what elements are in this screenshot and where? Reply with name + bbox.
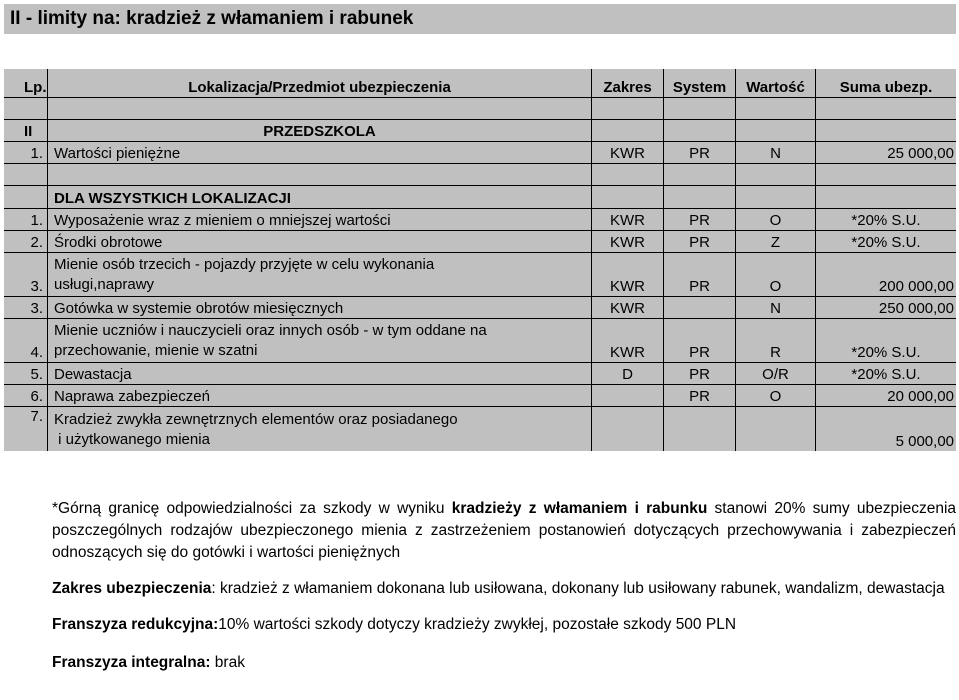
row-system: PR — [664, 231, 736, 252]
note-label: Franszyza integralna: — [52, 654, 211, 671]
row-suma: 250 000,00 — [878, 300, 954, 317]
note-label: Franszyza redukcyjna: — [52, 616, 219, 633]
row-suma: *20% S.U. — [851, 366, 921, 383]
row-desc-line: Mienie uczniów i nauczycieli oraz innych osób - w tym oddane na — [54, 322, 487, 339]
row-zakres: KWR — [592, 231, 664, 252]
cell — [48, 98, 592, 119]
table-row — [4, 231, 956, 253]
table-row — [4, 407, 956, 451]
row-lp: 1. — [4, 142, 48, 163]
cell — [816, 186, 956, 208]
table-row — [4, 209, 956, 231]
note-text: : kradzież z włamaniem dokonana lub usiłowana, dokonany lub usiłowany rabunek, wandalizm, dewastacja — [211, 580, 945, 597]
cell — [736, 98, 816, 119]
section-row — [4, 186, 956, 209]
row-zakres — [592, 407, 664, 451]
table-row — [4, 253, 956, 297]
cell — [592, 98, 664, 119]
row-desc: Dewastacja — [48, 363, 592, 384]
note-text: brak — [210, 654, 245, 671]
row-lp: 2. — [4, 231, 48, 252]
sheet-title: II - limity na: kradzież z włamaniem i rabunek — [4, 4, 956, 34]
row-wartosc: O — [736, 385, 816, 406]
row-lp: 5. — [4, 363, 48, 384]
table-row — [4, 363, 956, 385]
empty-row — [4, 164, 956, 186]
row-desc: Naprawa zabezpieczeń — [48, 385, 592, 406]
cell — [664, 164, 736, 185]
cell — [592, 186, 664, 208]
row-suma: 200 000,00 — [878, 278, 954, 295]
row-wartosc: R — [736, 319, 816, 362]
cell — [736, 164, 816, 185]
cell — [816, 164, 956, 185]
cell — [664, 120, 736, 141]
row-suma: *20% S.U. — [851, 212, 921, 229]
table-row — [4, 297, 956, 319]
row-zakres: KWR — [592, 142, 664, 163]
row-suma: *20% S.U. — [851, 344, 921, 361]
row-lp: 4. — [4, 319, 48, 362]
cell — [4, 164, 48, 185]
table-row — [4, 385, 956, 407]
note-text: *Górną granicę odpowiedzialności za szkody w wyniku — [52, 500, 452, 517]
note-text: stanowi 20% sumy ubezpieczenia poszczególnych rodzajów ubezpieczonego mienia z zastrzeżeniem postanowień dotyczących przechowywania i zabezpieczeń odnoszących się do gotówki i wartości pieniężnych — [52, 500, 957, 561]
limits-table — [4, 69, 956, 451]
row-lp: 1. — [4, 209, 48, 230]
cell — [48, 164, 592, 185]
notes-section — [52, 498, 956, 674]
section-title: DLA WSZYSTKICH LOKALIZACJI — [48, 186, 592, 208]
cell — [816, 120, 956, 141]
row-system: PR — [664, 142, 736, 163]
row-desc — [48, 319, 592, 362]
header-wartosc: Wartość — [736, 69, 816, 97]
cell — [736, 120, 816, 141]
note-text: 10% wartości szkody dotyczy kradzieży zwykłej, pozostałe szkody 500 PLN — [218, 616, 737, 633]
cell — [4, 186, 48, 208]
row-desc — [48, 407, 592, 451]
section-title: PRZEDSZKOLA — [48, 120, 592, 141]
row-desc: Wartości pieniężne — [48, 142, 592, 163]
row-zakres: KWR — [592, 209, 664, 230]
note-bold: kradzieży z włamaniem i rabunku — [451, 500, 708, 517]
header-desc: Lokalizacja/Przedmiot ubezpieczenia — [48, 69, 592, 97]
cell — [592, 164, 664, 185]
row-lp: 6. — [4, 385, 48, 406]
row-wartosc: Z — [736, 231, 816, 252]
row-zakres: KWR — [592, 319, 664, 362]
header-zakres: Zakres — [592, 69, 664, 97]
row-desc: Środki obrotowe — [48, 231, 592, 252]
header-suma: Suma ubezp. — [839, 79, 933, 96]
row-desc-line: Kradzież zwykła zewnętrznych elementów oraz posiadanego — [54, 411, 458, 428]
header-system: System — [664, 69, 736, 97]
row-wartosc — [736, 407, 816, 451]
row-wartosc: O — [736, 253, 816, 296]
row-wartosc: O — [736, 209, 816, 230]
row-system — [664, 407, 736, 451]
row-system — [664, 297, 736, 318]
row-desc-line: przechowanie, mienie w szatni — [54, 342, 258, 359]
cell — [4, 98, 48, 119]
row-desc-line: usługi,naprawy — [54, 276, 155, 293]
row-system: PR — [664, 253, 736, 296]
row-system: PR — [664, 319, 736, 362]
table-header-row — [4, 69, 956, 98]
row-lp: 3. — [4, 297, 48, 318]
row-suma: 5 000,00 — [895, 433, 954, 450]
table-row — [4, 142, 956, 164]
empty-row — [4, 98, 956, 120]
row-lp: 3. — [4, 253, 48, 296]
row-system: PR — [664, 363, 736, 384]
row-zakres: D — [592, 363, 664, 384]
note-liability-limit — [52, 498, 956, 564]
row-desc: Wyposażenie wraz z mieniem o mniejszej wartości — [48, 209, 592, 230]
note-label: Zakres ubezpieczenia — [52, 580, 212, 597]
row-wartosc: O/R — [736, 363, 816, 384]
note-franchise — [52, 652, 956, 674]
row-lp: 7. — [4, 407, 48, 451]
row-desc — [48, 253, 592, 296]
row-system: PR — [664, 209, 736, 230]
cell — [664, 98, 736, 119]
row-suma: *20% S.U. — [851, 234, 921, 251]
row-zakres: KWR — [592, 297, 664, 318]
row-system: PR — [664, 385, 736, 406]
section-lp: II — [4, 120, 48, 141]
row-zakres: KWR — [592, 253, 664, 296]
cell — [736, 186, 816, 208]
row-desc: Gotówka w systemie obrotów miesięcznych — [48, 297, 592, 318]
note-deductible — [52, 614, 956, 636]
cell — [592, 120, 664, 141]
table-row — [4, 319, 956, 363]
section-row — [4, 120, 956, 142]
cell — [816, 98, 956, 119]
row-suma: 25 000,00 — [887, 145, 954, 162]
cell — [664, 186, 736, 208]
header-lp: Lp. — [4, 69, 48, 97]
row-desc-line: i użytkowanego mienia — [54, 431, 210, 448]
row-wartosc: N — [736, 142, 816, 163]
row-wartosc: N — [736, 297, 816, 318]
note-scope — [52, 578, 956, 600]
row-zakres — [592, 385, 664, 406]
row-suma: 20 000,00 — [887, 388, 954, 405]
row-desc-line: Mienie osób trzecich - pojazdy przyjęte w celu wykonania — [54, 256, 435, 273]
